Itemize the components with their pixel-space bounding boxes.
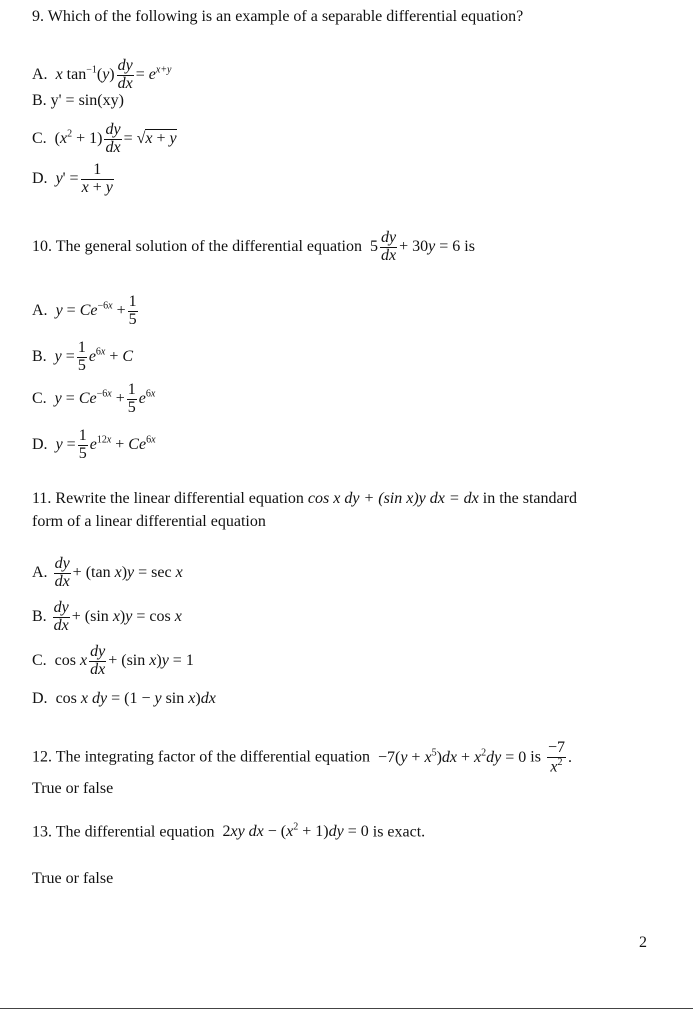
- q9-option-c-letter: C.: [32, 129, 47, 147]
- question-11-stem-line2: form of a linear differential equation: [32, 513, 266, 530]
- question-12-stem-line: [32, 740, 572, 776]
- q9-option-c: [32, 122, 177, 157]
- q9-option-d-expr: y' = $\frac{1}{x + y}$: [55, 161, 113, 196]
- question-13-answer-prompt: True or false: [32, 870, 114, 887]
- q9-option-a-expr: x $\tan^{-1}(y)$ $\frac{dy}{dx}$ = $e^{x+y}$: [55, 57, 172, 92]
- q10-option-a-expr: $y = Ce^{-6x}$ + $\frac{1}{5}$: [55, 293, 137, 328]
- question-12-answer-prompt: True or false: [32, 780, 114, 797]
- question-10-stem-end: is: [464, 237, 475, 255]
- q9-option-a: [32, 58, 172, 93]
- question-11-stem-line1: [32, 490, 577, 508]
- q9-option-b-expr: y' = sin(xy): [50, 92, 124, 109]
- question-12-equation: $-7(y + x^5)dx + x^2dy = 0$: [373, 747, 531, 766]
- q11-option-a-expr: $\frac{dy}{dx}$ + (tan x)y = sec x: [54, 555, 183, 590]
- q9-option-d: [32, 162, 116, 197]
- q9-option-b: [32, 92, 124, 110]
- question-12-stem: 12. The integrating factor of the differential equation: [32, 748, 370, 766]
- q10-option-d: [32, 428, 156, 463]
- q10-option-d-letter: D.: [32, 435, 48, 453]
- q11-option-c-expr: cos x $\frac{dy}{dx}$ + (sin x)y = 1: [50, 643, 194, 678]
- q9-option-c-expr: $(x^2 + 1)$ $\frac{dy}{dx}$ = √x + y: [50, 121, 177, 156]
- page-bottom-divider: [0, 1008, 693, 1009]
- q11-option-c: [32, 644, 194, 679]
- q10-option-a: [32, 294, 140, 329]
- q11-option-d-letter: D.: [32, 690, 48, 707]
- q10-option-a-letter: A.: [32, 301, 48, 319]
- q10-option-c: [32, 382, 155, 417]
- question-12-stem-mid: is: [530, 748, 541, 766]
- q11-option-b-letter: B.: [32, 607, 47, 625]
- question-13-stem: 13. The differential equation: [32, 823, 215, 841]
- q10-option-b-expr: y = $\frac{1}{5}$ $e^{6x} + C$: [54, 339, 134, 374]
- q11-option-c-letter: C.: [32, 651, 47, 669]
- q11-option-d-expr: cos x dy = (1 − y sin x)dx: [51, 690, 216, 707]
- page-number: 2: [639, 934, 647, 951]
- q10-option-b: [32, 340, 133, 375]
- q11-option-b-expr: $\frac{dy}{dx}$ + (sin x)y = cos x: [53, 599, 182, 634]
- q11-option-a: [32, 556, 183, 591]
- question-11-equation: cos x dy + (sin x)y dx = dx: [307, 490, 479, 507]
- q10-option-c-letter: C.: [32, 389, 47, 407]
- question-13-stem-line: [32, 822, 425, 841]
- q10-option-c-expr: $y = Ce^{-6x}$ + $\frac{1}{5}$ $e^{6x}$: [54, 381, 156, 416]
- question-13-stem-end: is exact.: [372, 823, 426, 841]
- q9-option-d-letter: D.: [32, 169, 48, 187]
- question-9-stem: 9. Which of the following is an example of a separable differential equation?: [32, 8, 524, 25]
- question-12-fraction: $\frac{-7}{x^2}$ .: [547, 739, 572, 776]
- question-11-stem-end: in the standard: [482, 490, 577, 507]
- question-11-stem: 11. Rewrite the linear differential equation: [32, 490, 304, 507]
- q10-option-b-letter: B.: [32, 347, 47, 365]
- q11-option-a-letter: A.: [32, 563, 48, 581]
- question-13-equation: 2xy dx − $(x^2 + 1)dy = 0$: [218, 822, 373, 841]
- q9-option-b-letter: B.: [32, 92, 47, 109]
- question-10-equation: 5 $\frac{dy}{dx}$ + 30y = 6: [365, 229, 465, 264]
- q11-option-b: [32, 600, 182, 635]
- q10-option-d-expr: y = $\frac{1}{5}$ $e^{12x} + Ce^{6x}$: [55, 427, 156, 462]
- q9-option-a-letter: A.: [32, 65, 48, 83]
- question-10-stem-line: [32, 230, 475, 265]
- question-10-stem: 10. The general solution of the differential equation: [32, 237, 362, 255]
- q11-option-d: [32, 690, 216, 708]
